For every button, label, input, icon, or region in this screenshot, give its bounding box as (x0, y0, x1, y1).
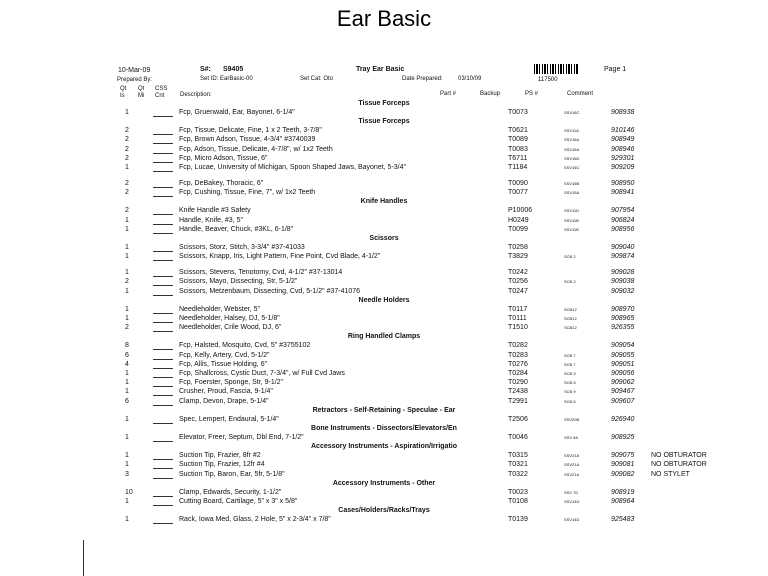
part-number: T0077 (508, 189, 528, 197)
count-blank (153, 359, 173, 360)
count-blank (153, 260, 173, 261)
part-number: H0249 (508, 216, 529, 224)
qty: 2 (125, 136, 129, 144)
ps-number: 909038 (611, 278, 635, 286)
qty: 1 (125, 305, 129, 313)
description: Knife Handle #3 Safety (179, 207, 251, 215)
ps-number: 908965 (611, 315, 635, 322)
part-number: T0258 (508, 244, 528, 251)
count-blank (153, 214, 173, 215)
description: Fcp, Cushing, Tissue, Fine, 7", w/ 1x2 Teeth (179, 189, 316, 197)
backup: SSV11B (564, 226, 579, 232)
description: Fcp, Micro Adson, Tissue, 6" (179, 154, 268, 162)
instrument-row (84, 342, 744, 351)
description: Handle, Knife, #3, 5" (179, 216, 243, 224)
part-number: T0242 (508, 269, 528, 277)
instrument-row (84, 516, 744, 525)
instrument-row (84, 416, 744, 425)
qty: 4 (125, 360, 129, 368)
section-heading: Accessory Instruments - Other (332, 479, 436, 487)
part-number: T0284 (508, 370, 528, 377)
qty: 1 (125, 516, 129, 524)
part-number: T0256 (508, 278, 528, 286)
qty: 2 (125, 154, 129, 162)
s-label: S#: (200, 66, 211, 73)
part-number: T0621 (508, 127, 528, 135)
backup: SCB12 (564, 316, 577, 321)
description: Elevator, Freer, Septum, Dbl End, 7-1/2" (179, 434, 304, 441)
part-number: T0282 (508, 342, 528, 350)
ps-number: 926355 (611, 324, 635, 332)
description: Clamp, Edwards, Security, 1-1/2" (179, 488, 282, 496)
instrument-row (84, 471, 744, 480)
backup: SCB 9 (564, 371, 576, 376)
backup: SSV14D (564, 517, 580, 523)
part-number: T0321 (508, 461, 528, 469)
date-prepared-value: 03/10/09 (458, 76, 482, 82)
description: Clamp, Devon, Drape, 5-1/4" (179, 397, 269, 405)
section-heading: Cases/Holders/Racks/Trays (338, 507, 430, 515)
prepared-by: Prepared By: (117, 77, 153, 83)
instrument-row (84, 306, 744, 315)
instrument-row (84, 461, 744, 470)
count-blank (153, 478, 173, 479)
description: Suction Tip, Frazier, 8fr #2 (179, 452, 261, 460)
instrument-row (84, 180, 744, 189)
part-number: T0046 (508, 434, 528, 441)
barcode (534, 64, 578, 74)
ps-number: 909467 (611, 388, 635, 396)
description: Handle, Beaver, Chuck, #3KL, 6-1/8" (179, 225, 294, 233)
qty: 2 (125, 189, 129, 197)
col-ps: PS # (525, 91, 539, 97)
count-blank (153, 143, 173, 144)
qty: 1 (125, 370, 129, 377)
count-blank (153, 368, 173, 369)
section-heading: Scissors (369, 235, 399, 242)
page-number: Page 1 (604, 66, 627, 73)
description: Fcp, Allis, Tissue Holding, 6" (179, 360, 268, 368)
part-number: T0276 (508, 360, 528, 368)
ps-number: 929301 (611, 154, 635, 162)
ps-number: 926940 (611, 415, 635, 423)
section-heading: Retractors - Self-Retaining - Speculae - Ear (312, 406, 456, 414)
ps-number: 910146 (611, 127, 635, 135)
instrument-row (84, 136, 744, 145)
qty: 1 (125, 287, 129, 295)
backup: SSV15A (564, 190, 580, 196)
backup: SSV21A (564, 471, 580, 477)
comment: NO OBTURATOR (651, 452, 707, 460)
col-qt-is-2: Is (120, 93, 125, 99)
description: Needleholder, Crile Wood, DJ, 6" (179, 324, 282, 332)
instrument-row (84, 109, 744, 118)
count-blank (153, 468, 173, 469)
instrument-row (84, 361, 744, 370)
col-comment: Comment (567, 91, 594, 97)
instrument-row (84, 127, 744, 136)
description: Suction Tip, Frazier, 12fr #4 (179, 461, 265, 469)
description: Scissors, Knapp, Iris, Light Pattern, Fine Point, Cvd Blade, 4-1/2" (179, 253, 381, 261)
part-number: T0083 (508, 145, 528, 153)
qty: 10 (125, 488, 133, 496)
part-number: T0023 (508, 488, 528, 496)
instrument-row (84, 244, 744, 253)
col-qt-mi-2: Mi (138, 93, 145, 99)
instrument-row (84, 452, 744, 461)
part-number: T0315 (508, 452, 528, 460)
ps-number: 909028 (611, 269, 635, 277)
count-blank (153, 386, 173, 387)
ps-number: 909054 (611, 342, 635, 350)
ps-number: 909032 (611, 287, 635, 295)
backup: SCB12 (564, 325, 577, 331)
part-number: T0247 (508, 287, 528, 295)
col-qt-is-1: Qt (120, 86, 127, 92)
count-blank (153, 423, 173, 424)
qty: 3 (125, 470, 129, 478)
ps-number: 908938 (611, 109, 635, 116)
part-number: T6711 (508, 154, 528, 162)
count-blank (153, 523, 173, 524)
barcode-number: 117500 (538, 77, 558, 83)
count-blank (153, 187, 173, 188)
ps-number: 908925 (611, 434, 635, 441)
set-cat: Set Cat: Oto (300, 76, 334, 82)
instrument-row (84, 155, 744, 164)
qty: 1 (125, 461, 129, 469)
qty: 2 (125, 145, 129, 153)
count-blank (153, 349, 173, 350)
qty: 2 (125, 180, 129, 187)
description: Scissors, Metzenbaum, Dissecting, Cvd, 5-1/2" #37-41076 (179, 287, 361, 295)
qty: 1 (125, 315, 129, 322)
count-blank (153, 496, 173, 497)
ps-number: 907954 (611, 207, 635, 215)
count-blank (153, 295, 173, 296)
ps-number: 908970 (611, 305, 635, 313)
part-number: T0111 (508, 315, 527, 322)
ps-number: 909607 (611, 397, 635, 405)
description: Fcp, Brown Adson, Tissue, 4-3/4" #3740039 (179, 136, 316, 144)
qty: 1 (125, 253, 129, 261)
instrument-row (84, 498, 744, 507)
instrument-row (84, 278, 744, 287)
count-blank (153, 224, 173, 225)
instrument-row (84, 434, 744, 443)
backup: SSV11D (564, 208, 580, 214)
qty: 1 (125, 225, 129, 233)
part-number: T0117 (508, 305, 528, 313)
qty: 1 (125, 244, 129, 251)
count-blank (153, 331, 173, 332)
section-heading: Knife Handles (360, 198, 408, 206)
description: Fcp, DeBakey, Thoracic, 6" (179, 180, 264, 187)
instrument-row (84, 315, 744, 324)
description: Suction Tip, Baron, Ear, 5fr, 5-1/8" (179, 470, 285, 478)
qty: 6 (125, 397, 129, 405)
description: Fcp, Halsted, Mosquito, Cvd, 5" #3755102 (179, 342, 311, 350)
count-blank (153, 441, 173, 442)
part-number: P10006 (508, 207, 533, 215)
qty: 1 (125, 164, 129, 171)
section-heading: Accessory Instruments - Aspiration/Irrigatio (311, 443, 457, 451)
backup: SSV16D (564, 155, 580, 161)
count-blank (153, 171, 173, 172)
count-blank (153, 313, 173, 314)
count-blank (153, 395, 173, 396)
count-blank (153, 196, 173, 197)
ps-number: 909040 (611, 244, 635, 251)
part-number: T2991 (508, 397, 528, 405)
backup: SSV11A (564, 128, 579, 134)
backup: SSV16C (564, 110, 580, 115)
count-blank (153, 276, 173, 277)
qty: 1 (125, 498, 129, 505)
description: Needleholder, Halsey, DJ, 5-1/8" (179, 315, 280, 322)
qty: 1 (125, 452, 129, 460)
qty: 2 (125, 127, 129, 135)
ps-number: 909051 (611, 360, 635, 368)
backup: SSV20B (564, 416, 580, 422)
section-heading: Tissue Forceps (358, 118, 410, 126)
ps-number: 909081 (611, 461, 635, 469)
col-css-1: CSS (155, 86, 168, 92)
part-number: T0090 (508, 180, 528, 187)
backup: SSV11B (564, 217, 579, 223)
part-number: T0283 (508, 351, 528, 359)
s-number: S9405 (223, 66, 244, 73)
description: Fcp, Tissue, Delicate, Fine, 1 x 2 Teeth, 3-7/8" (179, 127, 322, 135)
description: Fcp, Adson, Tissue, Delicate, 4-7/8", w/ 1x2 Teeth (179, 145, 333, 153)
qty: 1 (125, 388, 129, 396)
part-number: T0108 (508, 498, 528, 505)
backup: SSV16C (564, 165, 580, 170)
qty: 2 (125, 278, 129, 286)
description: Fcp, Gruenwald, Ear, Bayonet, 6-1/4" (179, 109, 295, 116)
doc-date: 10-Mar-09 (118, 67, 151, 74)
instrument-row (84, 207, 744, 216)
description: Needleholder, Webster, 5" (179, 305, 260, 313)
backup: SCB 7 (564, 352, 576, 358)
ps-number: 908946 (611, 145, 635, 153)
qty: 1 (125, 216, 129, 224)
instrument-row (84, 489, 744, 498)
ps-number: 909055 (611, 351, 635, 359)
backup: SSV16B (564, 181, 580, 186)
description: Crusher, Proud, Fascia, 9-1/4" (179, 388, 273, 396)
count-blank (153, 377, 173, 378)
qty: 2 (125, 207, 129, 215)
part-number: T0073 (508, 109, 528, 116)
description: Scissors, Storz, Stitch, 3-3/4" #37-41033 (179, 244, 305, 251)
backup: SCB 9 (564, 389, 576, 395)
description: Fcp, Shallcross, Cystic Duct, 7-3/4", w/ Full Cvd Jaws (179, 370, 345, 377)
part-number: T1510 (508, 324, 528, 332)
part-number: T1184 (508, 164, 528, 171)
qty: 8 (125, 342, 129, 350)
backup: SCB 7 (564, 361, 576, 367)
instrument-row (84, 164, 744, 173)
count-blank (153, 322, 173, 323)
count-blank (153, 116, 173, 117)
instrument-row (84, 253, 744, 262)
part-number: T0139 (508, 516, 528, 524)
qty: 2 (125, 324, 129, 332)
ps-number: 909209 (611, 164, 635, 171)
section-heading: Tissue Forceps (358, 100, 410, 107)
part-number: T0089 (508, 136, 528, 144)
count-blank (153, 405, 173, 406)
comment: NO STYLET (651, 470, 690, 478)
ps-number: 908956 (611, 225, 635, 233)
description: Scissors, Mayo, Dissecting, Str, 5-1/2" (179, 278, 298, 286)
ps-number: 906824 (611, 216, 635, 224)
ps-number: 925483 (611, 516, 635, 524)
backup: SSV 7D (564, 489, 579, 495)
count-blank (153, 233, 173, 234)
backup: SSV14D (564, 499, 580, 504)
count-blank (153, 251, 173, 252)
description: Fcp, Kelly, Artery, Cvd, 5-1/2" (179, 351, 270, 359)
backup: SSV16A (564, 137, 580, 143)
instrument-row (84, 269, 744, 278)
section-heading: Ring Handled Clamps (347, 333, 421, 341)
description: Fcp, Foerster, Sponge, Str, 9-1/2" (179, 379, 284, 387)
backup: SCB 6 (564, 398, 576, 404)
qty: 1 (125, 415, 129, 423)
count-blank (153, 134, 173, 135)
description: Fcp, Lucae, University of Michigan, Spoon Shaped Jaws, Bayonet, 5-3/4" (179, 164, 406, 171)
instrument-row (84, 370, 744, 379)
instrument-row (84, 324, 744, 333)
description: Spec, Lempert, Endaural, 5-1/4" (179, 415, 279, 423)
instrument-row (84, 226, 744, 235)
col-qt-mi-1: Qt (138, 86, 145, 92)
col-part: Part # (440, 91, 457, 97)
col-css-2: Cnt (155, 93, 165, 99)
instrument-row (84, 352, 744, 361)
ps-number: 908949 (611, 136, 635, 144)
backup: SSV16A (564, 146, 580, 152)
backup: SSV21A (564, 453, 580, 459)
part-number: T0290 (508, 379, 528, 387)
part-number: T0322 (508, 470, 528, 478)
ps-number: 908950 (611, 180, 635, 187)
instrument-row (84, 379, 744, 388)
backup: SCB 2 (564, 254, 576, 260)
count-blank (153, 459, 173, 460)
instrument-row (84, 288, 744, 297)
col-description: Description: (180, 92, 212, 98)
backup: SSV21A (564, 462, 580, 468)
page-edge (83, 540, 84, 576)
qty: 1 (125, 269, 129, 277)
ps-number: 908964 (611, 498, 635, 505)
instrument-row (84, 146, 744, 155)
part-number: T2506 (508, 415, 528, 423)
instrument-row (84, 388, 744, 397)
qty: 6 (125, 351, 129, 359)
description: Scissors, Stevens, Tenotomy, Cvd, 4-1/2" #37-13014 (179, 269, 343, 277)
count-blank (153, 285, 173, 286)
backup: SCB 5 (564, 380, 576, 386)
comment: NO OBTURATOR (651, 461, 707, 469)
backup: SSV 9A (564, 435, 579, 440)
instrument-row (84, 217, 744, 226)
set-id: Set ID: EarBasic-00 (200, 76, 253, 82)
description: Cutting Board, Cartilage, 5" x 3" x 5/8" (179, 498, 298, 505)
part-number: T0099 (508, 225, 528, 233)
qty: 1 (125, 434, 129, 441)
ps-number: 909075 (611, 452, 635, 460)
part-number: T3829 (508, 253, 528, 261)
instrument-row (84, 398, 744, 407)
section-heading: Needle Holders (358, 296, 410, 304)
tray-title: Tray Ear Basic (356, 66, 405, 73)
slide-title: Ear Basic (336, 6, 432, 31)
count-blank (153, 153, 173, 154)
description: Rack, Iowa Med, Glass, 2 Hole, 5" x 2-3/4" x 7/8" (179, 516, 331, 524)
qty: 1 (125, 379, 129, 387)
ps-number: 908919 (611, 488, 635, 496)
backup: SCB12 (564, 306, 577, 312)
backup: SCB 2 (564, 279, 576, 285)
part-number: T2438 (508, 388, 528, 396)
ps-number: 909062 (611, 379, 635, 387)
ps-number: 909874 (611, 253, 635, 261)
ps-number: 909082 (611, 470, 635, 478)
count-blank (153, 505, 173, 506)
section-heading: Bone Instruments - Dissectors/Elevators/En (311, 425, 457, 432)
date-prepared-label: Date Prepared: (402, 76, 443, 82)
instrument-row (84, 189, 744, 198)
count-blank (153, 162, 173, 163)
ps-number: 909056 (611, 370, 635, 377)
qty: 1 (125, 109, 129, 116)
ps-number: 908941 (611, 189, 635, 197)
col-backup: Backup (480, 91, 501, 97)
